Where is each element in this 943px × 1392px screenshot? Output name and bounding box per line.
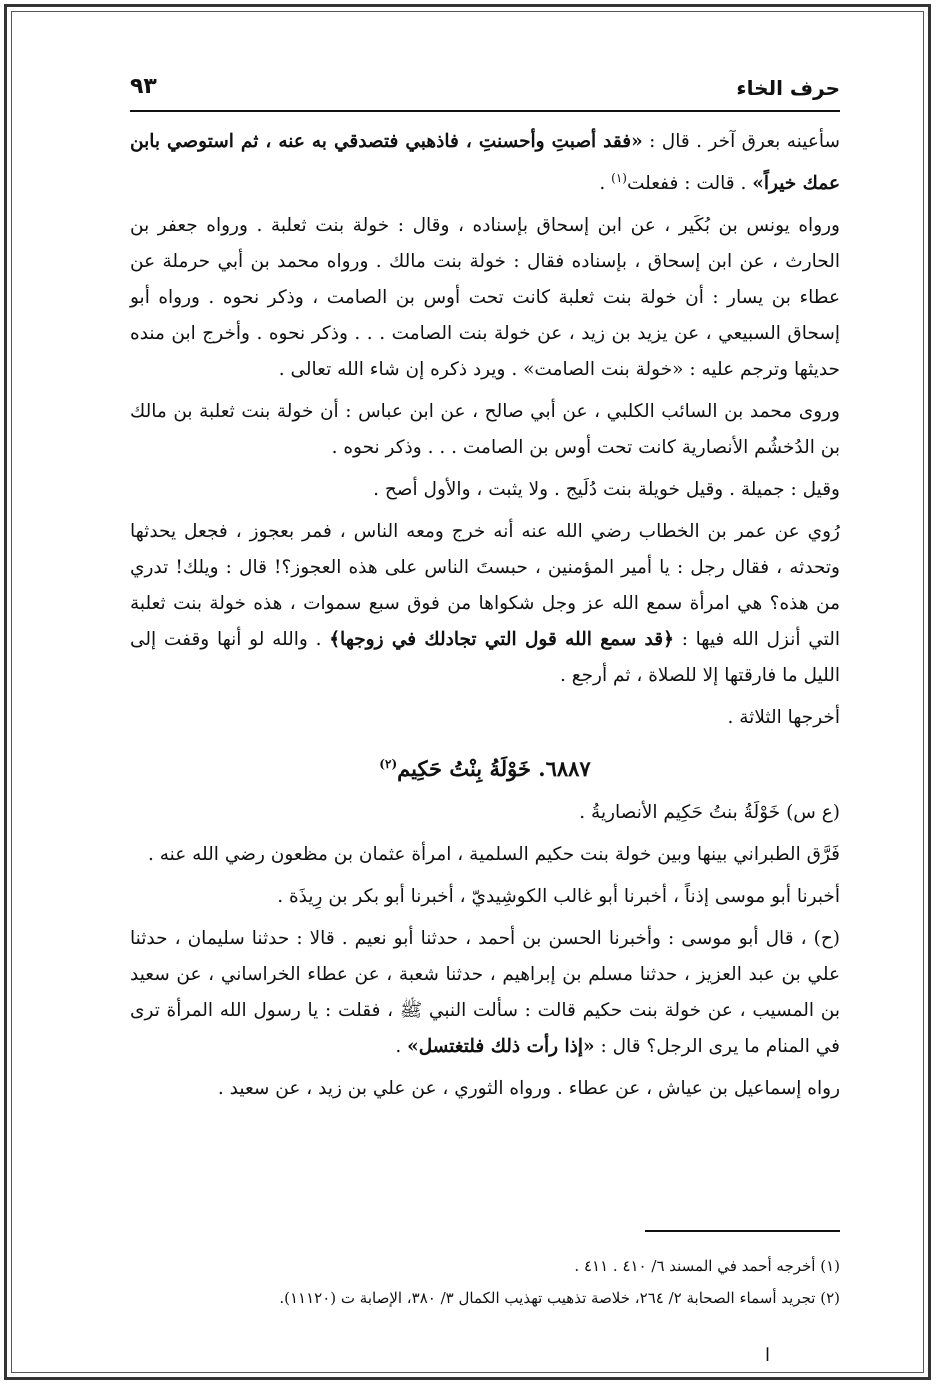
paragraph: وقيل : جميلة . وقيل خويلة بنت دُلَيج . ولا يثبت ، والأول أصح . <box>373 479 840 501</box>
paragraph: رواه إسماعيل بن عياش ، عن عطاء . ورواه الثوري ، عن علي بن زيد ، عن سعيد . <box>217 1078 840 1100</box>
paragraph: (ع س) خَوْلَةُ بنتُ حَكِيم الأنصاريةُ . <box>579 802 840 824</box>
paragraph: أخرجها الثلاثة . <box>727 707 840 729</box>
footnote-ref: (١) <box>611 171 627 185</box>
footnote-divider <box>645 1230 840 1232</box>
footnote: (١) أخرجه أحمد في المسند ٦/ ٤١٠ . ٤١١ . <box>574 1257 840 1275</box>
footnotes <box>130 1250 840 1314</box>
paragraph: وروى محمد بن السائب الكلبي ، عن أبي صالح ، عن ابن عباس : أن خولة بنت ثعلبة بن مالك بن الدُخشُم الأنصارية كانت تحت أوس بن الصامت . . . وذكر نحوه . <box>130 401 840 459</box>
paragraph: ورواه يونس بن بُكَير ، عن ابن إسحاق بإسناده ، وقال : خولة بنت ثعلبة . ورواه جعفر بن الحارث ، عن ابن إسحاق ، بإسناده فقال : خولة بنت مالك . ورواه محمد بن أبي حرملة عن عطاء بن يسار : أن خولة بنت ثعلبة كانت تحت أوس بن الصامت ، وذكر نحوه . ورواه أبو إسحاق السبيعي ، عن يزيد بن زيد ، عن خولة بنت الصامت . . . وذكر نحوه . وأخرج ابن منده حديثها وترجم عليه : «خولة بنت الصامت» . ويرد ذكره إن شاء الله تعالى . <box>130 215 840 381</box>
quran-quote: ﴿قد سمع الله قول التي تجادلك في زوجها﴾ <box>329 629 674 651</box>
paragraph: رُوي عن عمر بن الخطاب رضي الله عنه أنه خرج ومعه الناس ، فمر بعجوز ، فجعل يحدثها وتحدثه ، فقال رجل : يا أمير المؤمنين ، حبستَ الناس على هذه العجوز؟! قال : ويلك! تدري من هذه؟ هي امرأة سمع الله عز وجل شكواها من فوق سبع سموات ، هذه خولة بنت ثعلبة التي أنزل الله فيها : ﴿قد سمع الله قول التي تجادلك في زوجها﴾ . والله لو أنها وقفت إلى الليل ما فارقتها إلا للصلاة ، ثم أرجع . <box>130 521 841 687</box>
running-header <box>130 70 840 112</box>
page-number: ٩٣ <box>130 74 157 99</box>
hadith-quote: «فقد أصبتِ وأحسنتِ ، فاذهبي فتصدقي به عنه ، ثم استوصي بابن عمك خيراً» <box>130 131 840 195</box>
paragraph: (ح) ، قال أبو موسى : وأخبرنا الحسن بن أحمد ، حدثنا أبو نعيم . قالا : حدثنا سليمان ، حدثنا علي بن عبد العزيز ، حدثنا مسلم بن إبراهيم ، حدثنا شعبة ، عن عطاء الخراساني ، عن سعيد بن المسيب ، عن خولة بنت حكيم قالت : سألت النبي ﷺ ، فقلت : يا رسول الله المرأة ترى في المنام ما يرى الرجل؟ قال : «إذا رأت ذلك فلتغتسل» . <box>130 928 840 1058</box>
paragraph: أخبرنا أبو موسى إذناً ، أخبرنا أبو غالب الكوشِيديّ ، أخبرنا أبو بكر بن رِيذَة . <box>277 886 840 908</box>
footnote: (٢) تجريد أسماء الصحابة ٢/ ٢٦٤، خلاصة تذهيب تهذيب الكمال ٣/ ٣٨٠، الإصابة ت (١١١٢٠). <box>279 1289 840 1307</box>
header-title: حرف الخاء <box>736 76 840 100</box>
paragraph: فَرَّق الطبراني بينها وبين خولة بنت حكيم السلمية ، امرأة عثمان بن مظعون رضي الله عنه . <box>147 844 840 866</box>
hadith-quote: «إذا رأت ذلك فلتغتسل» <box>407 1036 595 1058</box>
page-content <box>130 70 840 1113</box>
main-text <box>130 124 840 1107</box>
paragraph: سأعينه بعرق آخر . قال : «فقد أصبتِ وأحسنتِ ، فاذهبي فتصدقي به عنه ، ثم استوصي بابن عمك خيراً» . قالت : ففعلت$^{(١)}$ . <box>130 131 840 195</box>
entry-heading: ٦٨٨٧. خَوْلَةُ بِنْتُ حَكِيم$^{(٢)}$ <box>379 756 591 782</box>
footnote-ref: (٢) <box>379 757 398 772</box>
page-mark: ا <box>765 1345 771 1366</box>
